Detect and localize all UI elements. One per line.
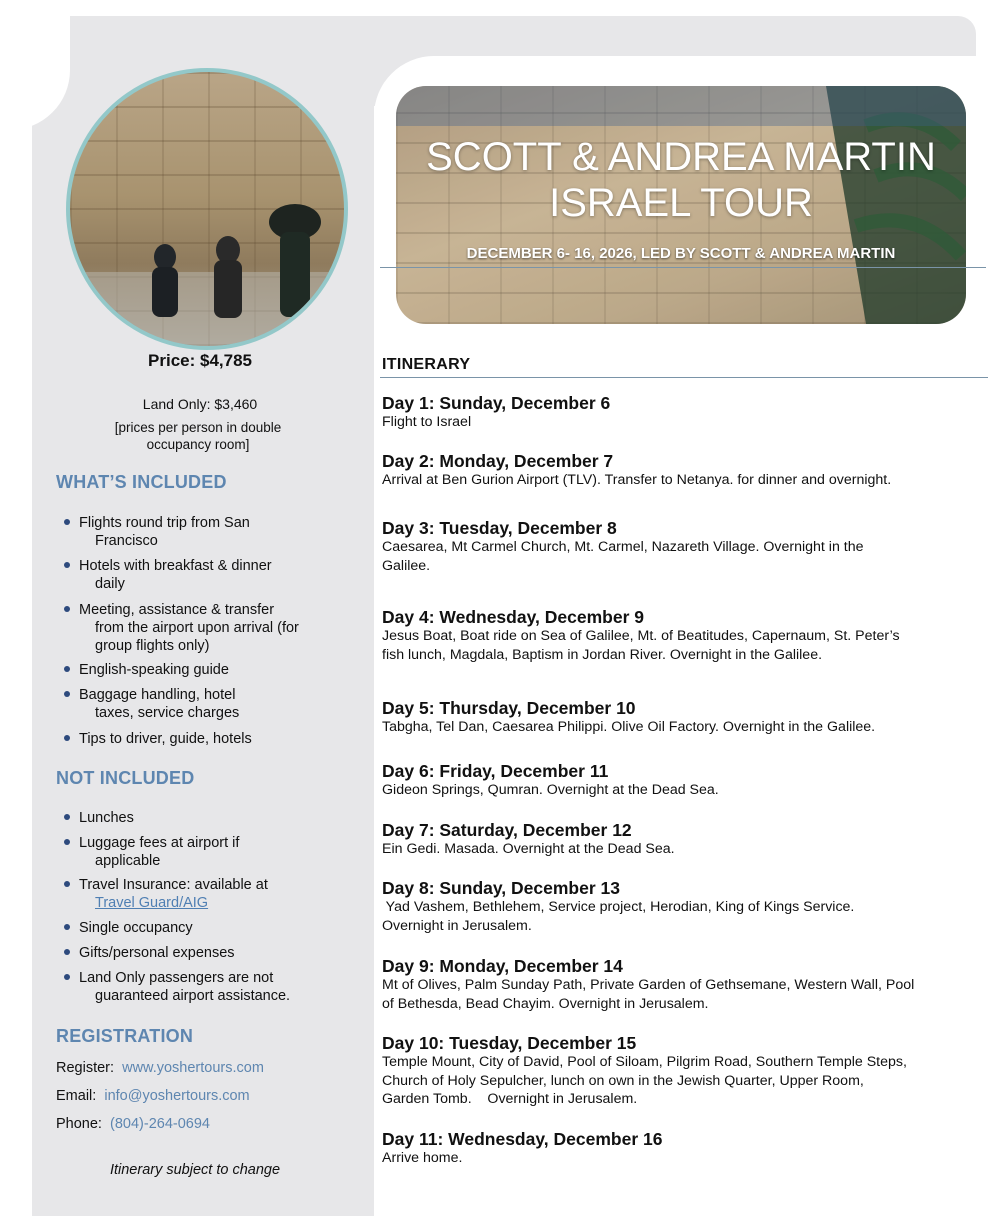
bullet-icon [64,562,70,568]
price-label: Price: $4,785 [148,351,252,370]
email-row: Email: info@yoshertours.com [56,1088,250,1104]
day-title: Day 1: Sunday, December 6 [382,393,611,413]
register-link[interactable]: www.yoshertours.com [122,1060,264,1076]
bullet-icon [64,666,70,672]
tour-subtitle: DECEMBER 6- 16, 2026, LED BY SCOTT & ANDREA MARTIN [466,245,896,262]
day-title: Day 11: Wednesday, December 16 [382,1129,663,1149]
bullet-icon [64,881,70,887]
tour-title-line2: ISRAEL TOUR [549,181,813,225]
price-note-line2: occupancy room] [146,437,250,452]
day-title: Day 6: Friday, December 11 [382,761,609,781]
bullet-icon [64,691,70,697]
email-link[interactable]: info@yoshertours.com [104,1088,250,1104]
itinerary-day: Day 3: Tuesday, December 8 Caesarea, Mt Carmel Church, Mt. Carmel, Nazareth Village. Overnight in the Galilee. [382,518,988,575]
included-heading: WHAT’S INCLUDED [56,472,227,492]
bullet-icon [64,606,70,612]
phone-row: Phone: (804)-264-0694 [56,1116,210,1132]
bullet-icon [64,519,70,525]
itinerary-day: Day 7: Saturday, December 12 Ein Gedi. Masada. Overnight at the Dead Sea. [382,820,988,859]
itinerary-day: Day 5: Thursday, December 10 Tabgha, Tel Dan, Caesarea Philippi. Olive Oil Factory. Overnight in the Galilee. [382,698,988,737]
header-banner [396,86,966,324]
day-title: Day 8: Sunday, December 13 [382,878,620,898]
day-title: Day 9: Monday, December 14 [382,956,623,976]
day-title: Day 4: Wednesday, December 9 [382,607,644,627]
travel-guard-link[interactable]: Travel Guard/AIG [95,895,209,911]
bullet-icon [64,814,70,820]
itinerary-day: Day 2: Monday, December 7 Arrival at Ben Gurion Airport (TLV). Transfer to Netanya. for dinner and overnight. [382,451,988,490]
day-title: Day 10: Tuesday, December 15 [382,1033,637,1053]
phone-link[interactable]: (804)-264-0694 [110,1116,210,1132]
itinerary-disclaimer: Itinerary subject to change [109,1162,281,1178]
day-title: Day 3: Tuesday, December 8 [382,518,617,538]
itinerary-divider [380,377,988,378]
itinerary-day: Day 11: Wednesday, December 16 Arrive home. [382,1129,988,1168]
itinerary-day: Day 4: Wednesday, December 9 Jesus Boat, Boat ride on Sea of Galilee, Mt. of Beatitudes, Capernaum, St. Peter’s fish lunch, Magdala, Baptism in Jordan River. Overnight in the Galilee. [382,607,988,664]
price-note-line1: [prices per person in double [114,420,282,435]
tour-title [396,134,966,226]
banner-divider [380,267,986,268]
day-title: Day 7: Saturday, December 12 [382,820,632,840]
itinerary-day: Day 1: Sunday, December 6 Flight to Israel [382,393,988,432]
bullet-icon [64,924,70,930]
day-title: Day 2: Monday, December 7 [382,451,614,471]
bullet-icon [64,839,70,845]
register-row: Register: www.yoshertours.com [56,1060,264,1076]
itinerary-day: Day 9: Monday, December 14 Mt of Olives, Palm Sunday Path, Private Garden of Gethsemane, Western Wall, Pool of Bethesda, Bead Chayim. Overnight in Jerusalem. [382,956,988,1013]
bullet-icon [64,974,70,980]
western-wall-photo [66,68,348,350]
land-only-price: Land Only: $3,460 [142,396,258,412]
itinerary-day: Day 6: Friday, December 11 Gideon Springs, Qumran. Overnight at the Dead Sea. [382,761,988,800]
itinerary-day: Day 10: Tuesday, December 15 Temple Mount, City of David, Pool of Siloam, Pilgrim Road, Southern Temple Steps, Church of Holy Sepulcher, lunch on own in the Jewish Quarter, Upper Room, Garden Tomb. Overnight in Jerusalem. [382,1033,988,1109]
tour-title-line1: SCOTT & ANDREA MARTIN [426,135,936,179]
price-note [98,419,298,453]
bullet-icon [64,735,70,741]
registration-heading: REGISTRATION [56,1026,194,1046]
itinerary-heading: ITINERARY [382,356,471,373]
not-included-heading: NOT INCLUDED [56,768,195,788]
bullet-icon [64,949,70,955]
day-title: Day 5: Thursday, December 10 [382,698,636,718]
itinerary-day: Day 8: Sunday, December 13 Yad Vashem, Bethlehem, Service project, Herodian, King of Kings Service. Overnight in Jerusalem. [382,878,988,935]
